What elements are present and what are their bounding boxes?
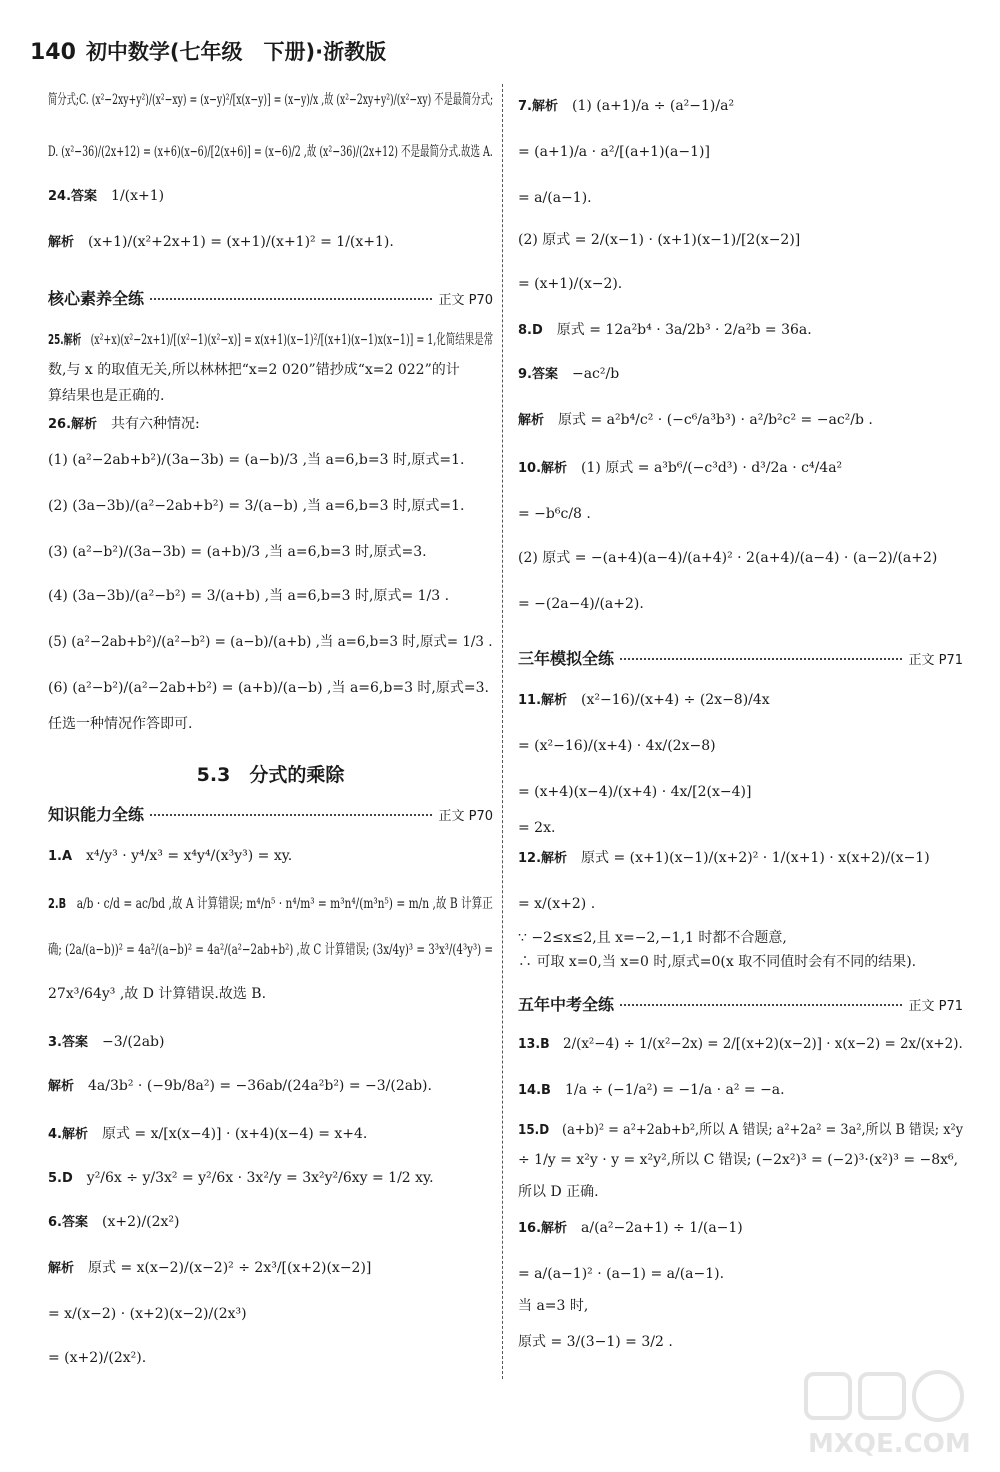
solution-line	[518, 504, 963, 524]
math-text: 所以 D 正确.	[518, 1184, 599, 1200]
math-text: D. (x²−36)/(2x+12) = (x+6)(x−6)/[2(x+6)] = (x−6)/2 ,故 (x²−36)/(2x+12) 不是最简分式.故选 A.	[48, 144, 493, 160]
math-text: (1) 原式 = a³b⁶/(−c³d³) · d³/2a · c⁴/4a²	[581, 460, 843, 476]
math-text: 简分式;C. (x²−2xy+y²)/(x²−xy) = (x−y)²/[x(x−y)] = (x−y)/x ,故 (x²−2xy+y²)/(x²−xy) 不是最简分式;	[48, 92, 494, 108]
solution-line	[518, 848, 963, 869]
solution-line	[48, 846, 493, 867]
math-text: a/b · c/d = ac/bd ,故 A 计算错误; m⁴/n⁵ · n⁴/m³ = m³n⁴/(m³n⁵) = m/n ,故 B 计算正	[76, 896, 493, 912]
solution-line	[48, 330, 494, 351]
solution-line	[518, 1218, 963, 1239]
watermark-text: MXQE.COM	[808, 1429, 971, 1459]
math-text: y²/6x ÷ y/3x² = y²/6x · 3x²/y = 3x²y²/6xy = 1/2 xy.	[86, 1170, 434, 1186]
solution-line	[48, 1032, 493, 1053]
math-text: = 2x.	[518, 820, 556, 836]
math-text: 当 a=3 时,	[518, 1298, 589, 1314]
problem-label: 14.B	[518, 1083, 551, 1098]
page-header	[30, 36, 386, 66]
problem-label: 解析	[48, 1079, 75, 1094]
math-text: −3/(2ab)	[101, 1034, 165, 1050]
math-text: = a/(a−1)² · (a−1) = a/(a−1).	[518, 1266, 725, 1282]
solution-line	[48, 1168, 493, 1189]
math-text: (x+1)/(x²+2x+1) = (x+1)/(x+1)² = 1/(x+1).	[88, 234, 394, 250]
problem-label: 13.B	[518, 1037, 550, 1052]
math-text: 4a/3b² · (−9b/8a²) = −36ab/(24a²b²) = −3/(2ab).	[88, 1078, 432, 1094]
problem-label: 26.解析	[48, 417, 98, 432]
problem-label: 2.B	[48, 897, 67, 912]
math-text: (x²−16)/(x+4) ÷ (2x−8)/4x	[581, 692, 770, 708]
math-text: 数,与 x 的取值无关,所以林林把“x=2 020”错抄成“x=2 022”的计	[48, 362, 460, 378]
math-text: ∴ 可取 x=0,当 x=0 时,原式=0(x 取不同值时会有不同的结果).	[518, 954, 917, 970]
math-text: (3) (a²−b²)/(3a−3b) = (a+b)/3 ,当 a=6,b=3 时,原式=3.	[48, 544, 427, 560]
problem-label: 5.D	[48, 1171, 73, 1186]
math-text: 原式 = x(x−2)/(x−2)² ÷ 2x³/[(x+2)(x−2)]	[88, 1260, 372, 1276]
solution-line	[48, 414, 493, 435]
math-text: = a/(a−1).	[518, 190, 592, 206]
section-heading	[518, 992, 963, 1015]
solution-line	[518, 1332, 963, 1352]
solution-line	[518, 1264, 963, 1284]
math-text: (2) 原式 = 2/(x−1) · (x+1)(x−1)/[2(x−2)]	[518, 232, 801, 248]
solution-line	[48, 496, 493, 516]
math-text: ÷ 1/y = x²y · y = x²y²,所以 C 错误; (−2x²)³ = (−2)³·(x²)³ = −8x⁶,	[518, 1152, 959, 1168]
math-text: (1) (a²−2ab+b²)/(3a−3b) = (a−b)/3 ,当 a=6,b=3 时,原式=1.	[48, 452, 465, 468]
solution-line	[48, 1212, 493, 1233]
solution-line	[518, 1182, 963, 1202]
math-text: a/(a²−2a+1) ÷ 1/(a−1)	[581, 1220, 743, 1236]
solution-line	[48, 1304, 493, 1324]
math-text: (2) (3a−3b)/(a²−2ab+b²) = 3/(a−b) ,当 a=6,b=3 时,原式=1.	[48, 498, 465, 514]
problem-label: 解析	[48, 235, 75, 250]
solution-line	[518, 690, 963, 711]
solution-line	[518, 1120, 963, 1141]
problem-label: 8.D	[518, 323, 543, 338]
math-text: = −(2a−4)/(a+2).	[518, 596, 644, 612]
math-text: = x/(x+2) .	[518, 896, 596, 912]
math-text: −ac²/b	[571, 366, 620, 382]
solution-line	[48, 1124, 493, 1145]
solution-line	[518, 818, 963, 838]
solution-line	[518, 548, 963, 568]
section-heading	[518, 646, 963, 669]
page-number: 140	[30, 40, 76, 65]
math-text: 原式 = (x+1)(x−1)/(x+2)² · 1/(x+1) · x(x+2)/(x−1)	[581, 850, 930, 866]
solution-line	[518, 1150, 963, 1170]
math-text: = x/(x−2) · (x+2)(x−2)/(2x³)	[48, 1306, 247, 1322]
solution-line	[48, 1348, 493, 1368]
math-text: = −b⁶c/8 .	[518, 506, 591, 522]
page-reference: 正文 P71	[908, 653, 963, 668]
page-reference: 正文 P70	[438, 293, 493, 308]
solution-line	[48, 586, 493, 606]
math-text: (x²+x)(x²−2x+1)/[(x²−1)(x²−x)] = x(x+1)(x−1)²/[(x+1)(x−1)x(x−1)] = 1,化简结果是常	[90, 332, 494, 348]
dotted-leader	[150, 298, 432, 300]
math-text: = (x+1)/(x−2).	[518, 276, 623, 292]
solution-line	[48, 1076, 493, 1097]
solution-line	[48, 984, 493, 1004]
solution-line	[518, 894, 963, 914]
solution-line	[48, 232, 493, 253]
dotted-leader	[620, 1004, 902, 1006]
solution-line	[518, 320, 963, 341]
math-text: 2/(x²−4) ÷ 1/(x²−2x) = 2/[(x+2)(x−2)] · x(x−2) = 2x/(x+2).	[563, 1036, 963, 1052]
math-text: 原式 = a²b⁴/c² · (−c⁶/a³b³) · a²/b²c² = −ac²/b .	[558, 412, 873, 428]
solution-line	[518, 188, 963, 208]
dotted-leader	[620, 658, 902, 660]
solution-line	[48, 360, 493, 380]
problem-label: 1.A	[48, 849, 73, 864]
solution-line	[518, 736, 963, 756]
solution-line	[518, 410, 963, 431]
section-title: 三年模拟全练	[518, 649, 615, 668]
problem-label: 24.答案	[48, 189, 98, 204]
solution-line	[48, 894, 493, 915]
solution-line	[48, 1258, 493, 1279]
math-text: ∵ −2≤x≤2,且 x=−2,−1,1 时都不合题意,	[518, 930, 787, 946]
watermark-logo	[798, 1364, 988, 1464]
problem-label: 6.答案	[48, 1215, 88, 1230]
problem-label: 12.解析	[518, 851, 568, 866]
solution-line	[518, 458, 963, 479]
math-text: 27x³/64y³ ,故 D 计算错误.故选 B.	[48, 986, 267, 1002]
math-text: 共有六种情况:	[111, 416, 200, 432]
math-text: 1/(x+1)	[111, 188, 165, 204]
math-text: (5) (a²−2ab+b²)/(a²−b²) = (a−b)/(a+b) ,当 a=6,b=3 时,原式= 1/3 .	[48, 634, 493, 650]
page-reference: 正文 P71	[908, 999, 963, 1014]
math-text: 确; (2a/(a−b))² = 4a²/(a−b)² = 4a²/(a²−2ab+b²) ,故 C 计算错误; (3x/4y)³ = 3³x³/(4³y³) =	[48, 942, 494, 958]
math-text: (a+b)² = a²+2ab+b²,所以 A 错误; a²+2a² = 3a²,所以 B 错误; x²y	[562, 1122, 963, 1138]
math-text: (4) (3a−3b)/(a²−b²) = 3/(a+b) ,当 a=6,b=3 时,原式= 1/3 .	[48, 588, 450, 604]
problem-label: 7.解析	[518, 99, 558, 114]
solution-line	[518, 230, 963, 250]
math-text: = (x+4)(x−4)/(x+4) · 4x/[2(x−4)]	[518, 784, 752, 800]
math-text: = (a+1)/a · a²/[(a+1)(a−1)]	[518, 144, 710, 160]
solution-line	[518, 96, 963, 117]
math-text: 原式 = 3/(3−1) = 3/2 .	[518, 1334, 673, 1350]
problem-label: 解析	[48, 1261, 75, 1276]
solution-line	[48, 186, 493, 207]
problem-label: 25.解析	[48, 333, 82, 348]
solution-line	[48, 940, 494, 960]
solution-line	[518, 364, 963, 385]
solution-line	[48, 90, 494, 110]
math-text: (2) 原式 = −(a+4)(a−4)/(a+4)² · 2(a+4)/(a−4) · (a−2)/(a+2)	[518, 550, 938, 566]
page-reference: 正文 P70	[438, 809, 493, 824]
solution-line	[48, 386, 493, 406]
math-text: x⁴/y³ · y⁴/x³ = x⁴y⁴/(x³y³) = xy.	[86, 848, 293, 864]
solution-line	[518, 594, 963, 614]
math-text: (1) (a+1)/a ÷ (a²−1)/a²	[571, 98, 735, 114]
solution-line	[518, 1080, 963, 1101]
math-text: (x+2)/(2x²)	[101, 1214, 180, 1230]
math-text: 原式 = 12a²b⁴ · 3a/2b³ · 2/a²b = 36a.	[556, 322, 812, 338]
solution-line	[518, 1296, 963, 1316]
math-text: = (x+2)/(2x²).	[48, 1350, 147, 1366]
section-heading	[48, 286, 493, 309]
solution-line	[48, 542, 493, 562]
solution-line	[518, 782, 963, 802]
solution-line	[518, 274, 963, 294]
problem-label: 16.解析	[518, 1221, 568, 1236]
solution-line	[518, 928, 963, 948]
solution-line	[518, 1034, 963, 1055]
section-heading	[48, 802, 493, 825]
problem-label: 9.答案	[518, 367, 558, 382]
math-text: 原式 = x/[x(x−4)] · (x+4)(x−4) = x+4.	[101, 1126, 368, 1142]
problem-label: 4.解析	[48, 1127, 88, 1142]
solution-line	[518, 952, 963, 972]
problem-label: 解析	[518, 413, 545, 428]
solution-line	[48, 142, 493, 162]
problem-label: 3.答案	[48, 1035, 88, 1050]
column-divider	[502, 84, 503, 1379]
book-title: 初中数学(七年级 下册)·浙教版	[85, 40, 387, 64]
math-text: 1/a ÷ (−1/a²) = −1/a · a² = −a.	[564, 1082, 785, 1098]
solution-line	[48, 714, 493, 734]
section-title: 五年中考全练	[518, 995, 615, 1014]
chapter-title: 5.3 分式的乘除	[196, 764, 345, 786]
section-title: 知识能力全练	[48, 805, 145, 824]
section-title: 核心素养全练	[48, 289, 145, 308]
solution-line	[48, 632, 493, 652]
problem-label: 11.解析	[518, 693, 568, 708]
problem-label: 15.D	[518, 1123, 550, 1138]
math-text: 算结果也是正确的.	[48, 388, 165, 404]
dotted-leader	[150, 814, 432, 816]
math-text: = (x²−16)/(x+4) · 4x/(2x−8)	[518, 738, 716, 754]
solution-line	[48, 678, 493, 698]
solution-line	[518, 142, 963, 162]
math-text: (6) (a²−b²)/(a²−2ab+b²) = (a+b)/(a−b) ,当 a=6,b=3 时,原式=3.	[48, 680, 489, 696]
solution-line	[48, 450, 493, 470]
math-text: 任选一种情况作答即可.	[48, 716, 193, 732]
problem-label: 10.解析	[518, 461, 568, 476]
